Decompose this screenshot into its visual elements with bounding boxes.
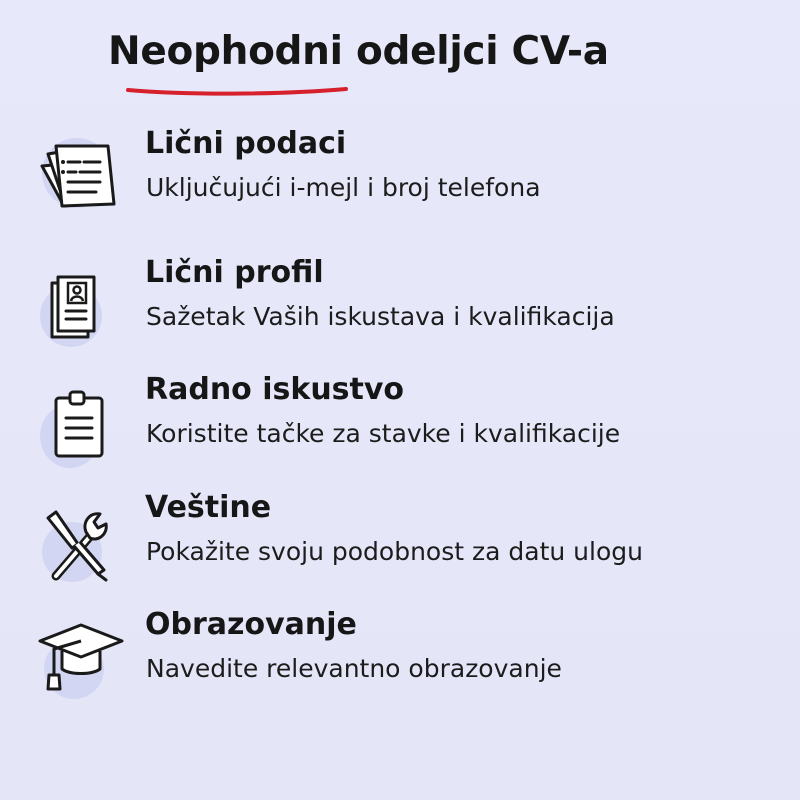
- graduation-cap-icon: [34, 605, 130, 705]
- section-personal-data: [0, 124, 800, 234]
- documents-icon: [34, 124, 130, 224]
- section-description: Koristite tačke za stavke i kvalifikacije: [146, 419, 621, 448]
- section-heading: Obrazovanje: [145, 607, 357, 642]
- tools-icon: [34, 488, 130, 588]
- section-description: Uključujući i-mejl i broj telefona: [146, 173, 541, 202]
- section-description: Pokažite svoju podobnost za datu ulogu: [146, 537, 643, 566]
- section-description: Navedite relevantno obrazovanje: [146, 654, 562, 683]
- clipboard-icon: [34, 370, 130, 470]
- profile-document-icon: [34, 253, 130, 353]
- section-personal-profile: [0, 253, 800, 363]
- section-heading: Veštine: [145, 490, 272, 525]
- section-heading: Radno iskustvo: [145, 372, 405, 407]
- section-education: [0, 605, 800, 715]
- section-heading: Lični profil: [145, 255, 324, 290]
- section-heading: Lični podaci: [145, 126, 347, 161]
- section-skills: [0, 488, 800, 598]
- title-underline: [126, 84, 348, 98]
- section-work-experience: [0, 370, 800, 480]
- page-title: Neophodni odeljci CV-a: [108, 29, 609, 74]
- section-description: Sažetak Vaših iskustava i kvalifikacija: [146, 302, 615, 331]
